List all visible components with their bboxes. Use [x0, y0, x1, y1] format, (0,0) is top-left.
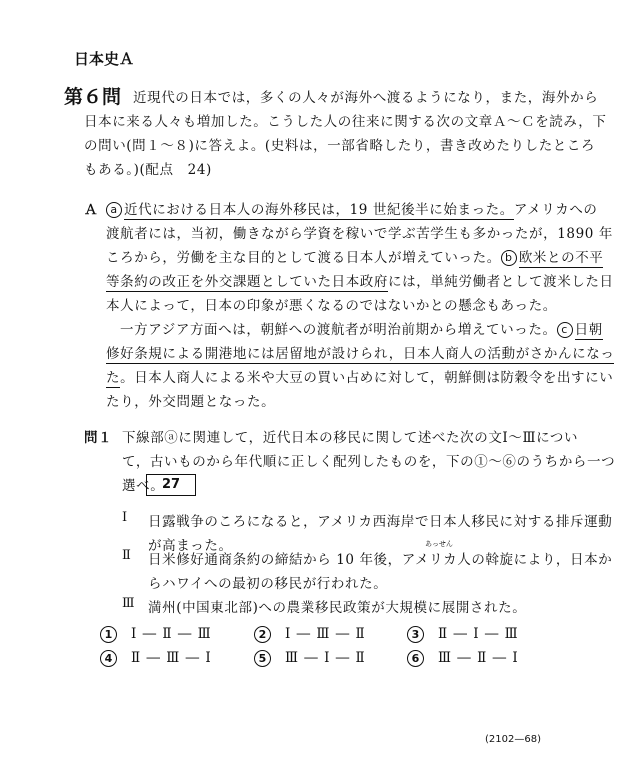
choice-4-order: Ⅱ ― Ⅲ ― Ⅰ	[131, 650, 212, 666]
intro-line-2: 日本に来る人々も増加した。こうした人の往来に関する次の文章Ａ～Ｃを読み，下	[84, 114, 607, 130]
choice-2-number: 2	[254, 626, 271, 643]
text: 一方アジア方面へは，朝鮮への渡航者が明治前期から増えていった。	[120, 322, 557, 338]
passage-a-label: Ａ	[84, 202, 99, 218]
passage-a-line-7	[106, 342, 614, 362]
q1-line-2: て，古いものから年代順に正しく配列したものを，下の①～⑥のうちから一つ	[122, 454, 616, 470]
text: ころから，労働を主な目的として渡る日本人が増えていった。	[106, 250, 501, 266]
passage-a-line-6	[120, 318, 603, 338]
choice-6-order: Ⅲ ― Ⅱ ― Ⅰ	[438, 650, 519, 666]
choice-4[interactable]	[100, 650, 212, 667]
q1-label: 問１	[84, 430, 113, 446]
marker-a: a	[106, 202, 122, 218]
subject-title: 日本史Ａ	[74, 50, 135, 68]
item-2-numeral: Ⅱ	[122, 548, 131, 563]
item-2-text-line-2: らハワイへの最初の移民が行われた。	[148, 576, 388, 592]
choice-6-number: 6	[407, 650, 424, 667]
text: には，単純労働者として渡米した日	[388, 274, 614, 290]
choice-3[interactable]	[407, 626, 519, 643]
item-1-numeral: Ⅰ	[122, 510, 128, 525]
underline-c-part3: っ	[600, 346, 615, 362]
q1-line-3: 選べ。	[122, 478, 165, 494]
underline-b-part2: 等条約の改正を外交課題としていた日本政府	[106, 274, 388, 290]
question-number: 第６問	[64, 86, 122, 108]
choice-5-number: 5	[254, 650, 271, 667]
passage-a-line-2: 渡航者には，当初，働きながら学資を稼いで学ぶ苦学生も多かったが，1890 年	[106, 226, 613, 242]
marker-b: b	[501, 250, 517, 266]
choice-3-order: Ⅱ ― Ⅰ ― Ⅲ	[438, 626, 519, 642]
passage-a-line-5: 本人によって，日本の印象が悪くなるのではないかとの懸念もあった。	[106, 298, 557, 314]
choice-1[interactable]	[100, 626, 212, 643]
choice-4-number: 4	[100, 650, 117, 667]
passage-a-line-9: たり，外交問題となった。	[106, 394, 276, 410]
item-1-text-line-2: が高まった。	[148, 538, 233, 554]
item-1-text-line-1: 日露戦争のころになると，アメリカ西海岸で日本人移民に対する排斥運動	[148, 514, 613, 530]
page-footer: (2102—68)	[485, 734, 541, 745]
underline-c-part1: 日朝	[574, 322, 603, 338]
choice-5-order: Ⅲ ― Ⅰ ― Ⅱ	[285, 650, 366, 666]
answer-box-27[interactable]: 27	[146, 474, 196, 496]
choice-1-number: 1	[100, 626, 117, 643]
passage-a-line-8	[106, 366, 613, 386]
underline-c-part4: た	[106, 370, 121, 386]
underline-c-part2: 修好条規による開港地には居留地が設けられ，日本人商人の活動がさかんにな	[106, 346, 601, 362]
intro-line-4: もある。)(配点 24)	[84, 162, 212, 178]
underline-b-part1: 欧米との不平	[518, 250, 604, 266]
underline-a: 近代における日本人の海外移民は，19 世紀後半に始まった。	[124, 202, 514, 218]
choice-2-order: Ⅰ ― Ⅲ ― Ⅱ	[285, 626, 366, 642]
passage-a-line-3	[106, 246, 603, 266]
item-2-text-line-1: 日米修好通商条約の締結から 10 年後，アメリカ人の斡旋により，日本か	[148, 552, 613, 568]
marker-c: c	[557, 322, 573, 338]
choice-2[interactable]	[254, 626, 366, 643]
choice-6[interactable]	[407, 650, 519, 667]
text: アメリカへの	[513, 202, 598, 218]
choice-5[interactable]	[254, 650, 366, 667]
choice-3-number: 3	[407, 626, 424, 643]
passage-a-line-1	[106, 198, 598, 218]
q1-line-1: 下線部ⓐに関連して，近代日本の移民に関して述べた次の文Ⅰ～Ⅲについ	[122, 430, 579, 446]
intro-line-1: 近現代の日本では，多くの人々が海外へ渡るようになり，また，海外から	[133, 90, 599, 106]
ruby-assen: あっせん	[425, 540, 453, 548]
text: 。日本人商人による米や大豆の買い占めに対して，朝鮮側は防穀令を出すにい	[120, 370, 614, 386]
passage-a-line-4	[106, 270, 614, 290]
intro-line-3: の問い(問１～８)に答えよ。(史料は，一部省略したり，書き改めたりしたところ	[84, 138, 596, 154]
item-3-text-line-1: 満州(中国東北部)への農業移民政策が大規模に展開された。	[148, 600, 527, 616]
choice-1-order: Ⅰ ― Ⅱ ― Ⅲ	[131, 626, 212, 642]
item-3-numeral: Ⅲ	[122, 596, 135, 611]
